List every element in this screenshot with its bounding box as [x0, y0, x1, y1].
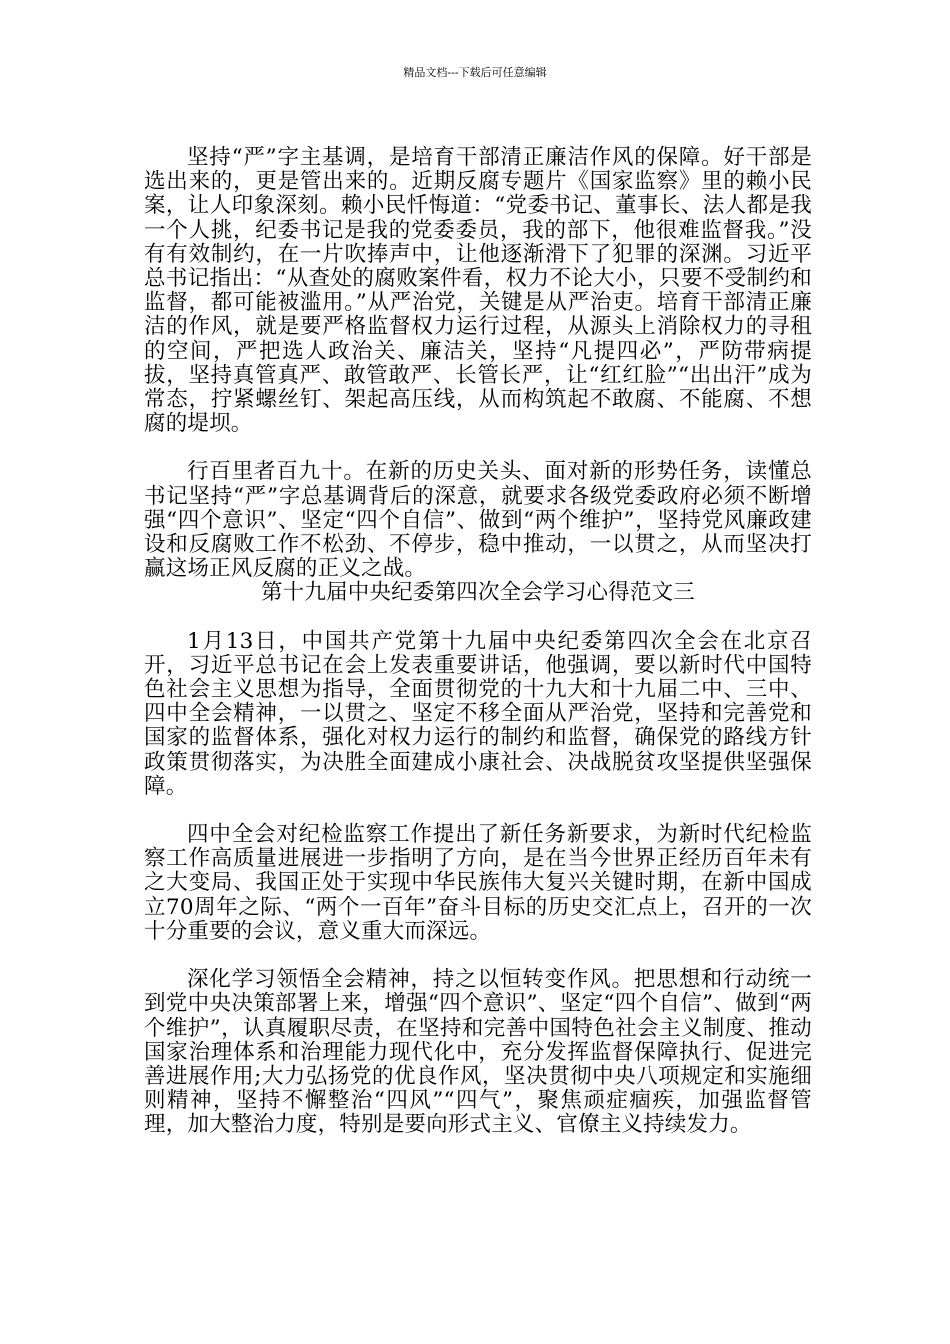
- paragraph-strict-tone: 坚持“严”字主基调，是培育干部清正廉洁作风的保障。好干部是选出来的，更是管出来的。近期反腐专题片《国家监察》里的赖小民案，让人印象深刻。赖小民忏悔道：“党委书记、董事长、法人都是我一个人挑，纪委书记是我的党委委员，我的部下，他很难监督我。”没有有效制约，在一片吹捧声中，让他逐渐滑下了犯罪的深渊。习近平总书记指出：“从查处的腐败案件看，权力不论大小，只要不受制约和监督，都可能被滥用。”从严治党，关键是从严治吏。培育干部清正廉洁的作风，就是要严格监督权力运行过程，从源头上消除权力的寻租的空间，严把选人政治关、廉洁关，坚持“凡提四必”，严防带病提拔，坚持真管真严、敢管敢严、长管长严，让“红红脸”“出出汗”成为常态，拧紧螺丝钉、架起高压线，从而构筑起不敢腐、不能腐、不想腐的堤坝。: [144, 145, 812, 437]
- paragraph-spacer: [144, 436, 812, 460]
- paragraph-spacer: [144, 606, 812, 630]
- paragraph-spacer: [144, 944, 812, 968]
- paragraph-new-requirements: 四中全会对纪检监察工作提出了新任务新要求，为新时代纪检监察工作高质量进展进一步指明了方向，是在当今世界正经历百年未有之大变局、我国正处于实现中华民族伟大复兴关键时期，在新中国成立70周年之际、“两个一百年”奋斗目标的历史交汇点上，召开的一次十分重要的会议，意义重大而深远。: [144, 822, 812, 944]
- paragraph-spacer: [144, 799, 812, 823]
- page-header: 精品文档---下载后可任意编辑: [403, 66, 547, 79]
- section-subtitle: 第十九届中央纪委第四次全会学习心得范文三: [260, 580, 695, 606]
- paragraph-plenary-session: 1月13日，中国共产党第十九届中央纪委第四次全会在北京召开，习近平总书记在会上发表重要讲话，他强调，要以新时代中国特色社会主义思想为指导，全面贯彻党的十九大和十九届二中、三中、四中全会精神，一以贯之、坚定不移全面从严治党，坚持和完善党和国家的监督体系，强化对权力运行的制约和监督，确保党的路线方针政策贯彻落实，为决胜全面建成小康社会、决战脱贫攻坚提供坚强保障。: [144, 628, 812, 799]
- paragraph-study-spirit: 深化学习领悟全会精神，持之以恒转变作风。把思想和行动统一到党中央决策部署上来，增强“四个意识”、坚定“四个自信”、做到“两个维护”，认真履职尽责，在坚持和完善中国特色社会主义制度、推动国家治理体系和治理能力现代化中，充分发挥监督保障执行、促进完善进展作用;大力弘扬党的优良作风，坚决贯彻中央八项规定和实施细则精神，坚持不懈整治“四风”“四气”，聚焦顽症痼疾，加强监督管理，加大整治力度，特别是要向形式主义、官僚主义持续发力。: [144, 967, 812, 1138]
- paragraph-hundred-li: 行百里者百九十。在新的历史关头、面对新的形势任务，读懂总书记坚持“严”字总基调背后的深意，就要求各级党委政府必须不断增强“四个意识”、坚定“四个自信”、做到“两个维护”，坚持党风廉政建设和反腐败工作不松劲、不停步，稳中推动，一以贯之，从而坚决打赢这场正风反腐的正义之战。: [144, 459, 812, 582]
- document-body: [144, 146, 812, 1138]
